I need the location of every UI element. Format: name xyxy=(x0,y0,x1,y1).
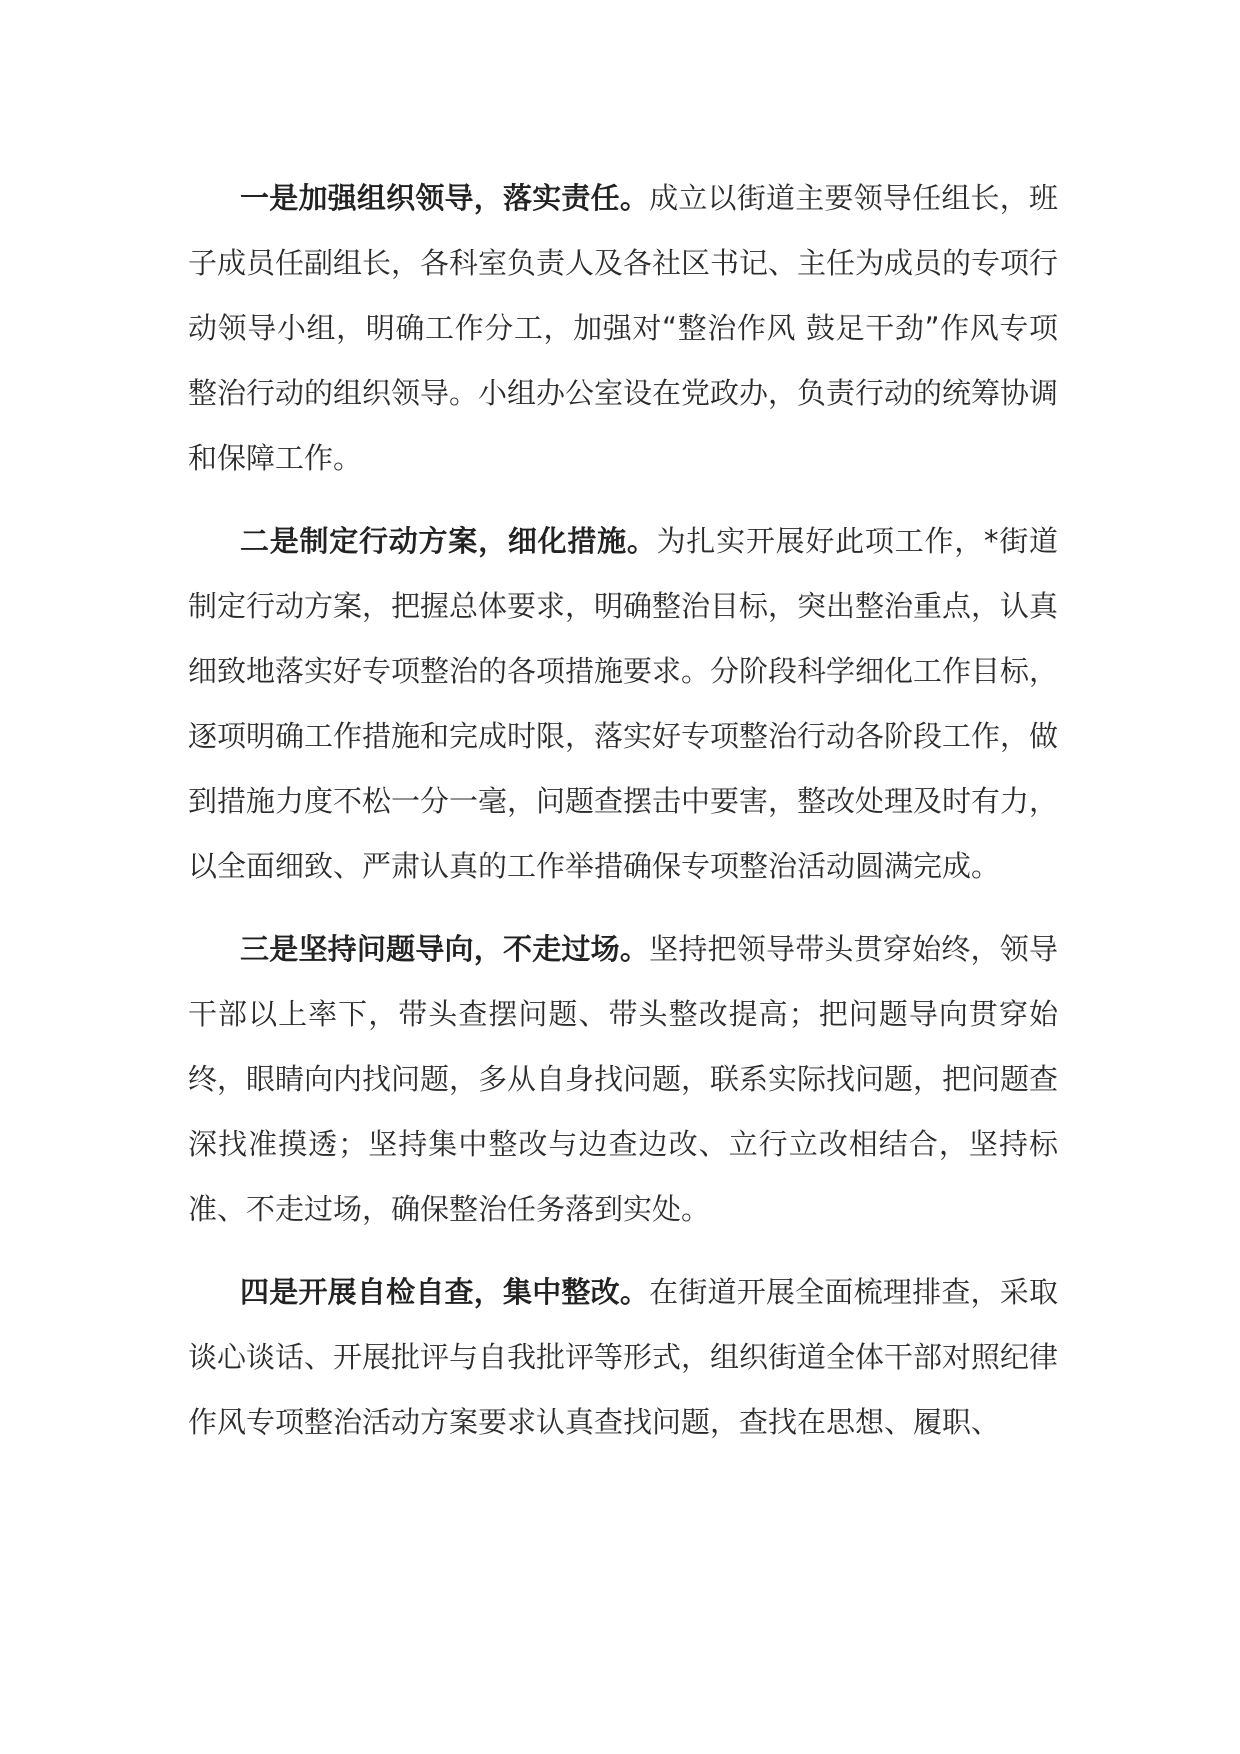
paragraph-4-lead: 四是开展自检自查，集中整改。 xyxy=(240,1275,650,1309)
paragraph-2-body: 为扎实开展好此项工作，*街道制定行动方案，把握总体要求，明确整治目标，突出整治重点，认真细致地落实好专项整治的各项措施要求。分阶段科学细化工作目标，逐项明确工作措施和完成时限，落实好专项整治行动各阶段工作，做到措施力度不松一分一毫，问题查摆击中要害，整改处理及时有力，以全面细致、严肃认真的工作举措确保专项整治活动圆满完成。 xyxy=(188,524,1059,883)
paragraph-4 xyxy=(188,1260,1058,1455)
paragraph-1 xyxy=(188,166,1058,491)
document-body xyxy=(188,166,1058,1473)
paragraph-1-body: 成立以街道主要领导任组长，班子成员任副组长，各科室负责人及各社区书记、主任为成员的专项行动领导小组，明确工作分工，加强对“整治作风 鼓足干劲”作风专项整治行动的组织领导。小组办公室设在党政办，负责行动的统筹协调和保障工作。 xyxy=(188,181,1059,475)
paragraph-1-lead: 一是加强组织领导，落实责任。 xyxy=(240,181,650,215)
paragraph-2-lead: 二是制定行动方案，细化措施。 xyxy=(240,524,657,558)
paragraph-3 xyxy=(188,917,1058,1242)
paragraph-4-body: 在街道开展全面梳理排查，采取谈心谈话、开展批评与自我批评等形式，组织街道全体干部对照纪律作风专项整治活动方案要求认真查找问题，查找在思想、履职、 xyxy=(188,1275,1059,1439)
paragraph-2 xyxy=(188,509,1058,899)
paragraph-3-lead: 三是坚持问题导向，不走过场。 xyxy=(240,932,650,966)
paragraph-3-body: 坚持把领导带头贯穿始终，领导干部以上率下，带头查摆问题、带头整改提高；把问题导向贯穿始终，眼睛向内找问题，多从自身找问题，联系实际找问题，把问题查深找准摸透；坚持集中整改与边查边改、立行立改相结合，坚持标准、不走过场，确保整治任务落到实处。 xyxy=(188,932,1059,1226)
